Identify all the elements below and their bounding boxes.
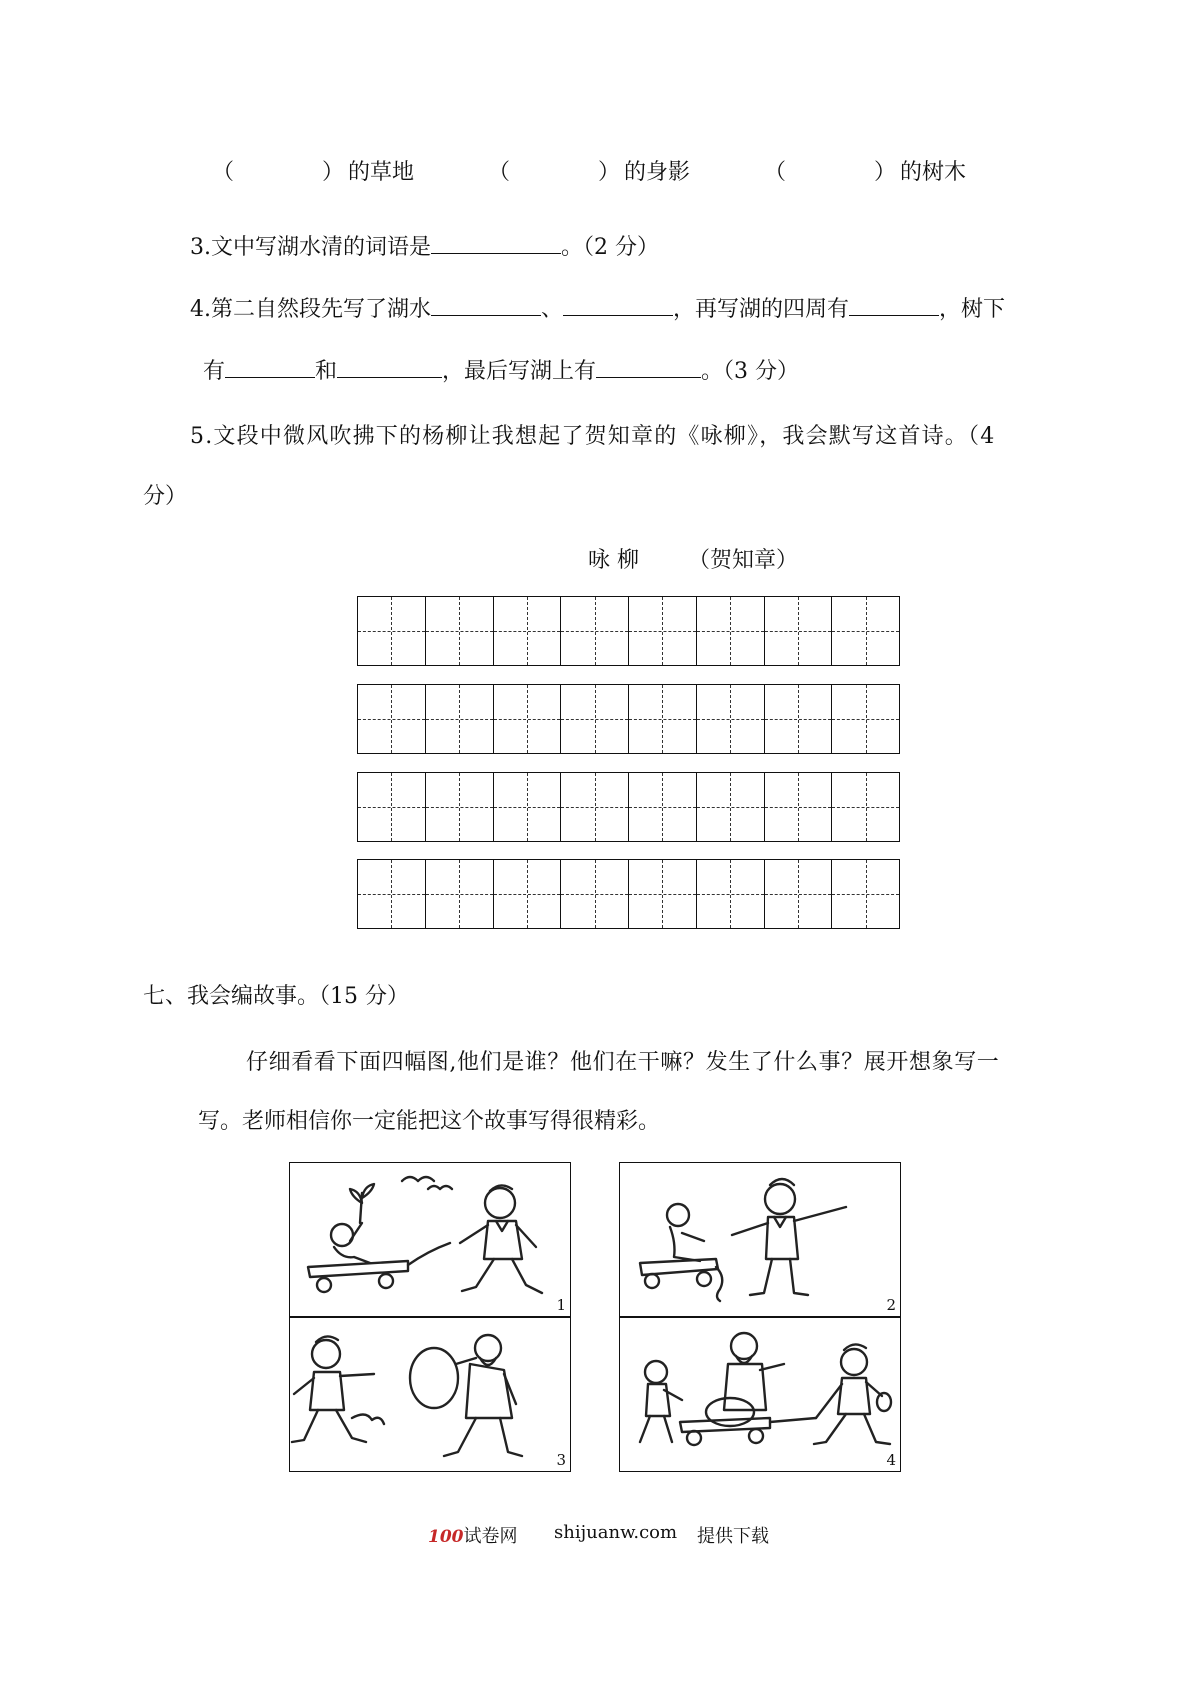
section-7-heading: 七、我会编故事。（15 分） — [143, 984, 409, 1009]
picture-number-4: 4 — [886, 1451, 896, 1469]
q2-paren-open-3: （ — [764, 160, 787, 185]
question-3 — [190, 231, 659, 263]
grid-cell[interactable] — [426, 773, 494, 841]
q4-text-a: 4.第二自然段先写了湖水 — [190, 297, 431, 322]
grid-cell[interactable] — [358, 685, 426, 753]
grid-cell[interactable] — [426, 860, 494, 928]
grid-cell[interactable] — [561, 597, 629, 665]
q4-text-f: 和 — [315, 359, 338, 384]
grid-cell[interactable] — [765, 685, 833, 753]
footer-logo-mark: 100 — [428, 1527, 464, 1547]
scene-boy-and-old-man-illustration — [290, 1318, 570, 1471]
poem-grid-row-2 — [357, 684, 900, 754]
q4-text-b: 、 — [541, 297, 564, 322]
q4-blank-3[interactable] — [849, 293, 939, 316]
picture-number-3: 3 — [556, 1451, 566, 1469]
grid-cell[interactable] — [426, 685, 494, 753]
grid-cell[interactable] — [832, 685, 899, 753]
scene-boy-pointing-illustration — [620, 1163, 900, 1316]
q3-blank[interactable] — [431, 231, 561, 254]
section-7-instruction-line-2: 写。老师相信你一定能把这个故事写得很精彩。 — [198, 1109, 661, 1134]
q4-text-g: ，最后写湖上有 — [442, 359, 597, 384]
q4-blank-6[interactable] — [596, 355, 701, 378]
q2-item-2: 的身影 — [624, 160, 691, 185]
grid-cell[interactable] — [629, 773, 697, 841]
q4-blank-5[interactable] — [337, 355, 442, 378]
footer-site-name: 试卷网 — [463, 1526, 518, 1547]
grid-cell[interactable] — [629, 597, 697, 665]
poem-grid-row-3 — [357, 772, 900, 842]
scene-boy-pulling-cart-illustration — [290, 1163, 570, 1316]
q2-item-3: 的树木 — [900, 160, 967, 185]
picture-panel-2 — [619, 1162, 901, 1317]
picture-number-1: 1 — [556, 1296, 566, 1314]
picture-number-2: 2 — [886, 1296, 896, 1314]
q2-item-1: 的草地 — [348, 160, 415, 185]
grid-cell[interactable] — [765, 597, 833, 665]
q2-paren-close-3: ） — [874, 160, 897, 185]
footer-note: 提供下载 — [697, 1526, 769, 1547]
grid-cell[interactable] — [494, 685, 562, 753]
q2-paren-open-2: （ — [488, 160, 511, 185]
grid-cell[interactable] — [494, 860, 562, 928]
grid-cell[interactable] — [697, 685, 765, 753]
q4-blank-1[interactable] — [431, 293, 541, 316]
q3-tail: 。（2 分） — [561, 235, 659, 260]
poem-grid-row-1 — [357, 596, 900, 666]
poem-grid-row-4 — [357, 859, 900, 929]
grid-cell[interactable] — [629, 685, 697, 753]
q4-text-h: 。（3 分） — [701, 359, 800, 384]
q4-text-c: ，再写湖的四周有 — [673, 297, 850, 322]
scene-children-helping-old-man-illustration — [620, 1318, 900, 1471]
grid-cell[interactable] — [561, 860, 629, 928]
q4-blank-4[interactable] — [225, 355, 315, 378]
grid-cell[interactable] — [629, 860, 697, 928]
grid-cell[interactable] — [561, 685, 629, 753]
question-4-line-2 — [203, 355, 799, 387]
grid-cell[interactable] — [494, 597, 562, 665]
picture-panel-1 — [289, 1162, 571, 1317]
grid-cell[interactable] — [765, 860, 833, 928]
q2-paren-close-1: ） — [322, 160, 345, 185]
grid-cell[interactable] — [832, 860, 899, 928]
question-5-line-1: 5.文段中微风吹拂下的杨柳让我想起了贺知章的《咏柳》，我会默写这首诗。（4 — [190, 424, 996, 449]
poem-title: 咏 柳 — [588, 548, 639, 573]
q4-blank-2[interactable] — [563, 293, 673, 316]
grid-cell[interactable] — [697, 597, 765, 665]
grid-cell[interactable] — [358, 597, 426, 665]
q2-paren-close-2: ） — [598, 160, 621, 185]
grid-cell[interactable] — [561, 773, 629, 841]
q3-text: 3.文中写湖水清的词语是 — [190, 235, 431, 260]
q4-text-d: ，树下 — [939, 297, 1006, 322]
grid-cell[interactable] — [426, 597, 494, 665]
footer-url[interactable]: shijuanw.com — [554, 1522, 678, 1543]
q2-paren-open-1: （ — [212, 160, 235, 185]
grid-cell[interactable] — [765, 773, 833, 841]
grid-cell[interactable] — [358, 773, 426, 841]
grid-cell[interactable] — [494, 773, 562, 841]
grid-cell[interactable] — [697, 860, 765, 928]
grid-cell[interactable] — [358, 860, 426, 928]
grid-cell[interactable] — [832, 773, 899, 841]
footer-logo — [428, 1522, 518, 1548]
picture-panel-4 — [619, 1317, 901, 1472]
grid-cell[interactable] — [697, 773, 765, 841]
poem-author: （贺知章） — [688, 548, 799, 573]
question-5-line-2: 分） — [143, 484, 188, 509]
question-4-line-1 — [190, 293, 1005, 325]
grid-cell[interactable] — [832, 597, 899, 665]
section-7-instruction-line-1: 仔细看看下面四幅图,他们是谁？他们在干嘛？发生了什么事？展开想象写一 — [246, 1050, 1000, 1075]
picture-panel-3 — [289, 1317, 571, 1472]
q4-text-e: 有 — [203, 359, 226, 384]
